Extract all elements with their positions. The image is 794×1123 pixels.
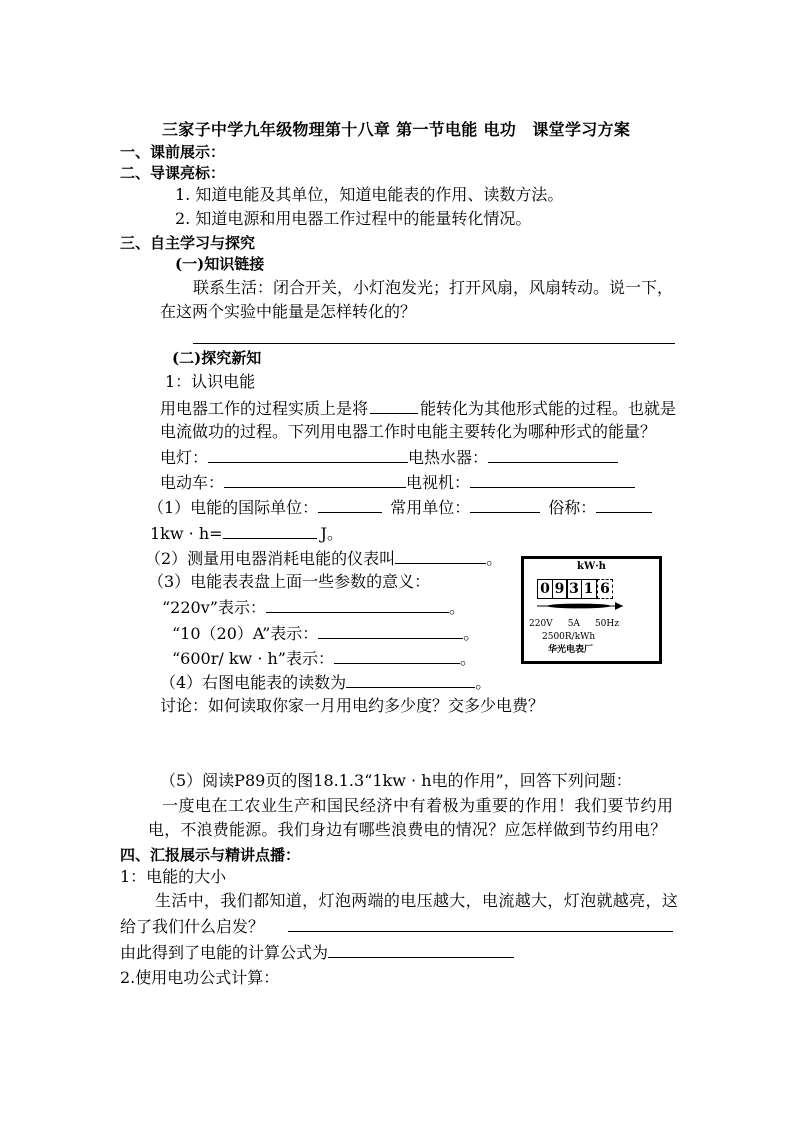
discussion-prompt: 讨论：如何读取你家一月用电约多少度？交多少电费？ (160, 696, 545, 715)
section-3-heading: 三、自主学习与探究 (120, 234, 256, 252)
appliance-row-2 (160, 472, 635, 492)
question-5-line-1: 一度电在工农业生产和国民经济中有着极为重要的作用！我们要节约用 (162, 796, 674, 815)
energy-conversion-line-1 (160, 398, 676, 418)
meter-frequency: 50Hz (594, 619, 619, 629)
meter-specs (529, 618, 619, 630)
text: J。 (320, 524, 343, 543)
answer-blank (328, 942, 514, 958)
section-2-heading: 二、导课亮标： (120, 164, 226, 182)
parameter-revolutions (172, 648, 476, 668)
text: 。 (463, 624, 480, 643)
text: “600r/ kw · h”表示： (172, 649, 334, 668)
explore-subheading: 1：认识电能 (165, 372, 256, 391)
text: （1）电能的国际单位： (148, 498, 319, 517)
question-3-parameters: （3）电能表表盘上面一些参数的意义： (148, 572, 431, 591)
answer-blank (470, 472, 635, 488)
knowledge-link-line-1: 联系生活：闭合开关，小灯泡发光；打开风扇，风扇转动。说一下， (193, 278, 674, 297)
meter-digit: 3 (566, 579, 582, 599)
meter-constant: 2500R/kWh (542, 632, 596, 642)
answer-blank (223, 523, 317, 539)
learning-goal-2: 2. 知道电源和用电器工作过程中的能量转化情况。 (175, 209, 532, 228)
energy-size-subheading: 1：电能的大小 (120, 867, 227, 886)
energy-conversion-line-2: 电流做功的过程。下列用电器工作时电能主要转化为哪种形式的能量？ (160, 422, 657, 441)
question-5: （5）阅读P89页的图18.1.3“1kw · h电的作用”，回答下列问题： (160, 771, 632, 790)
answer-blank (346, 672, 475, 688)
meter-digit-decimal: 6 (597, 579, 613, 599)
tv-label: 电视机： (406, 473, 471, 492)
energy-size-line-1: 生活中，我们都知道，灯泡两端的电压越大，电流越大，灯泡就越亮，这 (155, 891, 679, 910)
text: 。 (448, 598, 465, 617)
electric-meter-figure (521, 556, 662, 664)
text: “220v”表示： (162, 598, 266, 617)
text: 由此得到了电能的计算公式为 (120, 943, 329, 962)
meter-current: 5A (567, 619, 580, 629)
meter-digit-row (537, 579, 612, 599)
parameter-voltage (162, 597, 465, 617)
water-heater-label: 电热水器： (408, 448, 489, 467)
answer-line (193, 343, 675, 344)
answer-blank (266, 597, 449, 613)
knowledge-link-heading: (一)知识链接 (175, 255, 265, 273)
answer-blank (596, 497, 652, 513)
answer-blank (318, 623, 463, 639)
knowledge-link-line-2: 在这两个实验中能量是怎样转化的？ (160, 302, 417, 321)
meter-maker: 华光电表厂 (548, 645, 594, 655)
answer-blank (370, 398, 418, 414)
meter-voltage: 220V (529, 619, 553, 629)
meter-unit-label: kW·h (577, 561, 606, 572)
section-4-heading: 四、汇报展示与精讲点播： (120, 846, 301, 864)
formula-line (120, 942, 514, 962)
parameter-current (172, 623, 479, 643)
question-5-line-2: 电，不浪费能源。我们身边有哪些浪费电的情况？应怎样做到节约用电？ (148, 820, 667, 839)
text: 。 (486, 549, 503, 568)
text: 给了我们什么启发？ (120, 917, 265, 936)
learning-goal-1: 1. 知道电能及其单位，知道电能表的作用、读数方法。 (175, 185, 564, 204)
meter-digit: 9 (552, 579, 568, 599)
text: 用电器工作的过程实质上是将 (160, 399, 369, 418)
appliance-row-1 (160, 447, 618, 467)
answer-blank (318, 497, 382, 513)
text: 俗称： (548, 498, 597, 517)
text: （2）测量用电器消耗电能的仪表叫 (145, 549, 396, 568)
text: 常用单位： (390, 498, 471, 517)
work-calculation-subheading: 2.使用电功公式计算： (120, 968, 280, 987)
answer-blank (470, 497, 540, 513)
unit-conversion (150, 523, 343, 543)
meter-digit: 0 (537, 579, 553, 599)
text: 能转化为其他形式能的过程。也就是 (420, 399, 677, 418)
text: （4）右图电能表的读数为 (160, 673, 347, 692)
explore-heading: (二)探究新知 (172, 349, 262, 367)
page-title: 三家子中学九年级物理第十八章 第一节电能 电功 课堂学习方案 (162, 120, 631, 139)
question-1-units (148, 497, 652, 517)
text: 1kw · h= (150, 524, 223, 543)
text: “10（20）A”表示： (172, 624, 319, 643)
question-4-reading (160, 672, 491, 692)
text: 。 (459, 649, 476, 668)
text: 。 (475, 673, 492, 692)
answer-blank (395, 548, 486, 564)
question-2-meter (145, 548, 502, 568)
answer-blank (224, 472, 406, 488)
answer-blank (488, 447, 618, 463)
meter-digit: 1 (581, 579, 597, 599)
section-1-heading: 一、课前展示： (120, 143, 226, 161)
lamp-label: 电灯： (160, 448, 209, 467)
answer-blank (334, 648, 460, 664)
ebike-label: 电动车： (160, 473, 225, 492)
rotating-disc-icon (537, 600, 625, 612)
answer-blank (288, 916, 673, 932)
energy-size-line-2 (120, 916, 673, 936)
answer-blank (208, 447, 408, 463)
